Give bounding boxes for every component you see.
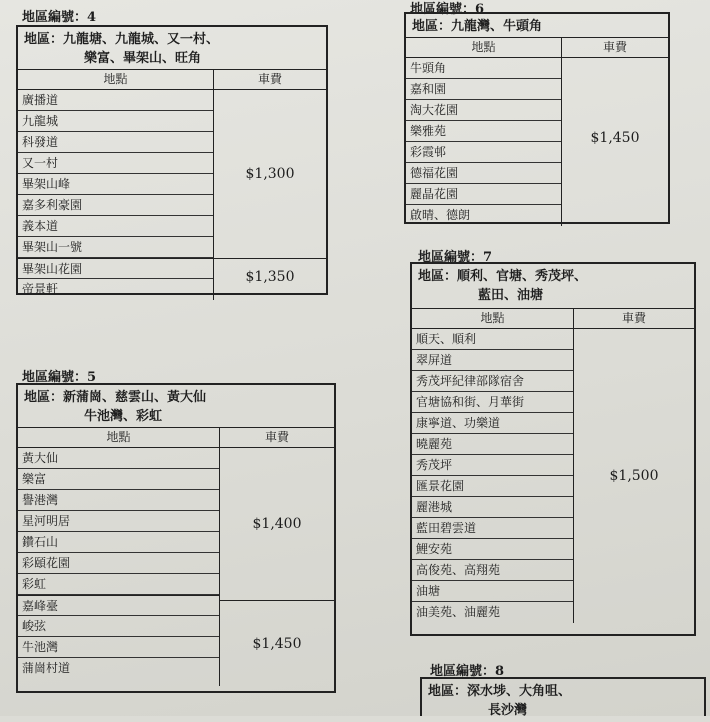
list-item: 廣播道: [18, 90, 213, 111]
list-item: 油美苑、油麗苑: [416, 605, 501, 619]
fare-column: [562, 58, 668, 226]
fare-column: [220, 448, 334, 686]
fare-value: $1,400: [252, 516, 302, 532]
list-item: 康寧道、功樂道: [412, 413, 573, 434]
fare-value: $1,500: [609, 468, 659, 484]
area-heading-7: 地區編號：7: [418, 250, 493, 265]
list-item: 匯景花園: [412, 476, 573, 497]
col-fare-header: 車費: [257, 72, 282, 86]
list-item: 秀茂坪紀律部隊宿舍: [412, 371, 573, 392]
area-heading-8: 地區編號：8: [430, 664, 505, 679]
region-names: [406, 14, 668, 38]
list-item: 樂雅苑: [406, 121, 561, 142]
region-line-2: 長沙灣: [488, 703, 528, 718]
col-location-header: 地點: [406, 38, 562, 57]
table-body: [412, 329, 694, 623]
region-line-1: 地區：深水埗、大角咀、: [428, 684, 572, 699]
list-item: 牛頭角: [406, 58, 561, 79]
col-location-header: 地點: [18, 428, 220, 447]
list-item: 畢架山花園: [18, 258, 213, 279]
region-line-1: 地區：順利、官塘、秀茂坪、: [418, 269, 588, 284]
table-body: [18, 90, 326, 300]
list-item: 官塘協和街、月華街: [412, 392, 573, 413]
table-header: [406, 38, 668, 58]
region-names: [412, 264, 694, 309]
list-item: 順天、順利: [412, 329, 573, 350]
list-item: 秀茂坪: [412, 455, 573, 476]
area-heading-5: 地區編號：5: [22, 370, 97, 385]
list-item: 星河明居: [18, 511, 219, 532]
list-item: 麗晶花園: [406, 184, 561, 205]
list-item: 彩霞邨: [406, 142, 561, 163]
list-item: 黃大仙: [18, 448, 219, 469]
area-table-4: [16, 25, 328, 295]
list-item: 嘉峰臺: [18, 595, 219, 616]
list-item: 曉麗苑: [412, 434, 573, 455]
list-item: 又一村: [18, 153, 213, 174]
table-header: [18, 428, 334, 448]
table-header: [18, 70, 326, 90]
list-item: 彩虹: [18, 574, 219, 595]
list-item: 翠屏道: [412, 350, 573, 371]
col-location-header: 地點: [18, 70, 214, 89]
list-item: 譽港灣: [18, 490, 219, 511]
col-location-header: 地點: [412, 309, 574, 328]
region-names: [18, 385, 334, 428]
col-fare-header: 車費: [264, 430, 289, 444]
list-item: 德福花園: [406, 163, 561, 184]
list-item: 畢架山一號: [18, 237, 213, 258]
region-names: [18, 27, 326, 70]
list-item: 油塘: [412, 581, 573, 602]
col-fare-header: 車費: [602, 40, 627, 54]
location-column: [406, 58, 562, 226]
area-table-6: [404, 12, 670, 224]
region-line-1: 地區：九龍灣、牛頭角: [412, 19, 543, 34]
area-table-5: [16, 383, 336, 693]
area-heading-6: 地區編號：6: [410, 2, 485, 17]
list-item: 帝景軒: [22, 282, 59, 296]
fare-column: [214, 90, 326, 300]
list-item: 藍田碧雲道: [412, 518, 573, 539]
area-table-7: [410, 262, 696, 636]
list-item: 牛池灣: [18, 637, 219, 658]
list-item: 科發道: [18, 132, 213, 153]
list-item: 鯉安苑: [412, 539, 573, 560]
list-item: 嘉和園: [406, 79, 561, 100]
list-item: 啟晴、德朗: [410, 208, 471, 222]
list-item: 淘大花園: [406, 100, 561, 121]
list-item: 彩頤花園: [18, 553, 219, 574]
list-item: 蒲崗村道: [22, 661, 71, 675]
list-item: 麗港城: [412, 497, 573, 518]
list-item: 九龍城: [18, 111, 213, 132]
region-line-1: 地區：九龍塘、九龍城、又一村、: [24, 32, 220, 47]
list-item: 嘉多利豪園: [18, 195, 213, 216]
table-body: [406, 58, 668, 226]
list-item: 高俊苑、高翔苑: [412, 560, 573, 581]
region-line-2: 樂富、畢架山、旺角: [84, 51, 202, 66]
list-item: 樂富: [18, 469, 219, 490]
location-column: [412, 329, 574, 623]
region-line-1: 地區：新蒲崗、慈雲山、黃大仙: [24, 390, 207, 405]
fare-value: $1,300: [245, 166, 295, 182]
list-item: 鑽石山: [18, 532, 219, 553]
area-heading-4: 地區編號：4: [22, 10, 97, 25]
col-fare-header: 車費: [621, 311, 646, 325]
region-line-2: 藍田、油塘: [478, 288, 544, 303]
list-item: 畢架山峰: [18, 174, 213, 195]
location-column: [18, 90, 214, 300]
fare-column: [574, 329, 694, 623]
table-body: [18, 448, 334, 686]
fare-value: $1,450: [590, 130, 640, 146]
region-line-2: 牛池灣、彩虹: [84, 409, 163, 424]
table-header: [412, 309, 694, 329]
area-table-8: [420, 677, 706, 716]
fare-value: $1,350: [214, 258, 326, 294]
list-item: 峻弦: [18, 616, 219, 637]
list-item: 義本道: [18, 216, 213, 237]
fare-value: $1,450: [220, 600, 334, 686]
location-column: [18, 448, 220, 686]
